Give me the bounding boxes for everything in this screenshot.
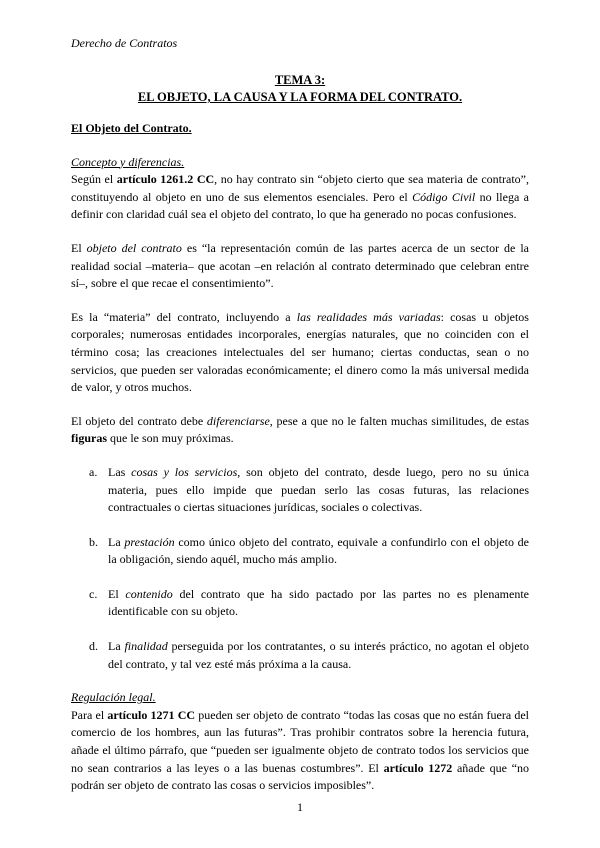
list-item: d. La finalidad perseguida por los contratantes, o su interés práctico, no agotan el objeto del contrato, y tal vez esté más próxima a la causa.: [89, 639, 530, 671]
chapter-title: [0, 72, 600, 106]
paragraph: El objeto del contrato es “la representación común de las partes acerca de un sector de la realidad social –materia– que acotan –en relación al contrato determinado que celebran entre sí–, sobre el que recae el consentimiento”.: [71, 240, 529, 291]
paragraph: Según el artículo 1261.2 CC, no hay contrato sin “objeto cierto que sea materia de contrato”, constituyendo al objeto en uno de sus elementos esenciales. Pero el Código Civil no llega a definir con claridad cuál sea el objeto del contrato, lo que ha generado no pocas confusiones.: [71, 172, 529, 222]
legal-reference: artículo 1271 CC: [107, 707, 196, 722]
document-body: [71, 120, 529, 811]
legal-reference: artículo 1261.2 CC: [116, 172, 215, 187]
legal-reference: artículo 1272: [383, 760, 453, 775]
paragraph: El objeto del contrato debe diferenciarse, pese a que no le falten muchas similitudes, de estas figuras que le son muy próximas.: [71, 413, 529, 446]
subheading-concepto: Concepto y diferencias.: [71, 154, 185, 169]
chapter-name: EL OBJETO, LA CAUSA Y LA FORMA DEL CONTRATO.: [137, 90, 463, 104]
paragraph: Es la “materia” del contrato, incluyendo a las realidades más variadas: cosas u objetos corporales; numerosas entidades incorporales, energías naturales, que no coinciden con el término cosa; las creaciones intelectuales del ser humano; ciertas conductas, sean o no servicios, que pueden ser valoradas económicamente; el dinero como la más universal medida de valor, y otros muchos.: [71, 309, 529, 395]
page-number: 1: [297, 800, 303, 814]
list-item: a. Las cosas y los servicios, son objeto del contrato, desde luego, pero no su única materia, pues ello impide que puedan serlo las cosas futuras, las relaciones contractuales o ciertas situaciones jurídicas, sociales o colectivas.: [89, 464, 530, 515]
list-marker: b.: [89, 534, 98, 549]
list-item: c. El contenido del contrato que ha sido pactado por las partes no es plenamente identificable con su objeto.: [89, 586, 529, 619]
differences-list: [71, 464, 529, 673]
list-marker: d.: [89, 639, 98, 654]
section-heading: El Objeto del Contrato.: [71, 121, 192, 135]
list-marker: a.: [89, 464, 98, 479]
subheading-regulacion: Regulación legal.: [71, 690, 156, 705]
running-header: Derecho de Contratos: [71, 36, 178, 50]
paragraph: Para el artículo 1271 CC pueden ser objeto de contrato “todas las cosas que no están fuera del comercio de los hombres, aun las futuras”. Tras prohibir contratos sobre la herencia futura, añade el último párrafo, que “pueden ser igualmente objeto de contrato todos los servicios que no sean contrarios a las leyes o a las buenas costumbres”. El artículo 1272 añade que “no podrán ser objeto de contrato las cosas o servicios imposibles”.: [71, 707, 530, 793]
list-item: b. La prestación como único objeto del contrato, equivale a confundirlo con el objeto de la obligación, siendo aquél, mucho más amplio.: [89, 534, 530, 567]
list-marker: c.: [89, 586, 98, 601]
chapter-number: TEMA 3:: [274, 73, 326, 87]
